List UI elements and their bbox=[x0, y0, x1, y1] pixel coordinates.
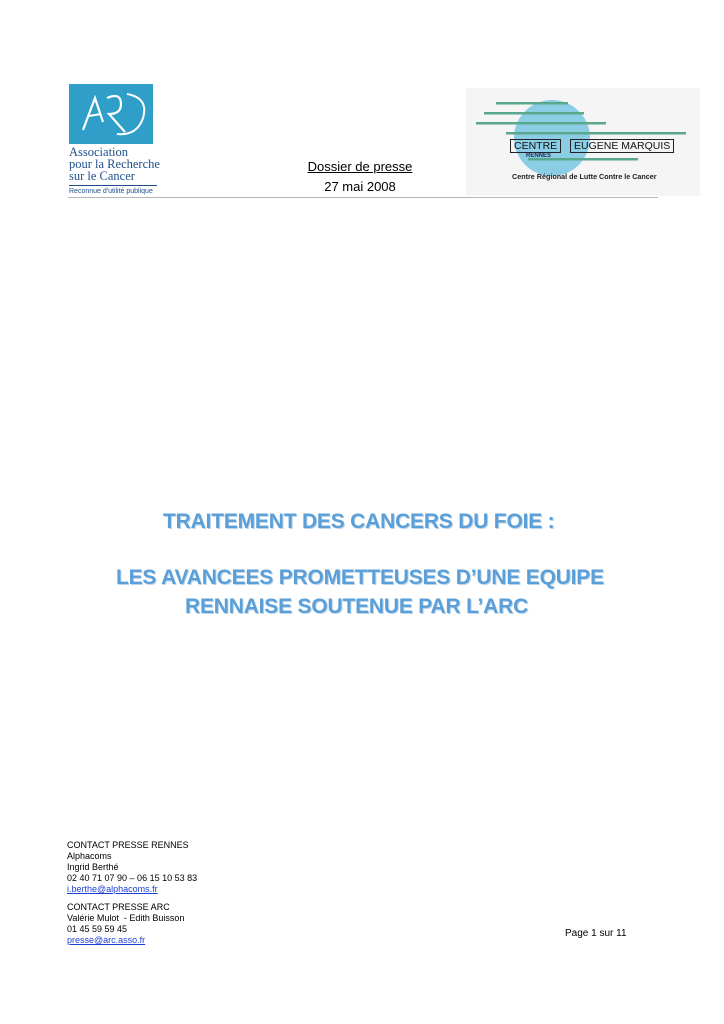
arc-logo-line2: pour la Recherche bbox=[69, 157, 160, 171]
contact-rennes-agency: Alphacoms bbox=[67, 851, 112, 861]
arc-logo-rule bbox=[69, 185, 157, 186]
arc-logo-tagline: Reconnue d'utilité publique bbox=[69, 188, 153, 195]
dossier-title: Dossier de presse bbox=[307, 159, 413, 174]
arc-logo bbox=[69, 84, 165, 200]
cem-logo-right-word: EUGENE MARQUIS bbox=[570, 139, 674, 153]
contact-rennes-heading: CONTACT PRESSE RENNES bbox=[67, 840, 189, 850]
headline-line1: TRAITEMENT DES CANCERS DU FOIE : bbox=[163, 510, 555, 533]
contact-rennes-name: Ingrid Berthé bbox=[67, 862, 119, 872]
headline-line3: RENNAISE SOUTENUE PAR L’ARC bbox=[185, 595, 529, 618]
contact-block-arc bbox=[67, 902, 184, 946]
arc-logo-line3: sur le Cancer bbox=[69, 169, 135, 183]
contact-arc-phone: 01 45 59 59 45 bbox=[67, 924, 128, 934]
headline-line2: LES AVANCEES PROMETTEUSES D’UNE EQUIPE bbox=[116, 566, 604, 589]
contact-arc-heading: CONTACT PRESSE ARC bbox=[67, 902, 170, 912]
arc-monogram-icon bbox=[69, 84, 153, 144]
cem-logo-city: RENNES bbox=[526, 153, 552, 159]
dossier-date: 27 mai 2008 bbox=[324, 179, 396, 194]
page-number: Page 1 sur 11 bbox=[565, 928, 627, 939]
cem-logo bbox=[466, 88, 700, 196]
contact-rennes-phones: 02 40 71 07 90 – 06 15 10 53 83 bbox=[67, 873, 198, 883]
cem-logo-subtitle: Centre Régional de Lutte Contre le Cancer bbox=[512, 172, 657, 181]
contact-arc-names: Valérie Mulot - Edith Buisson bbox=[67, 913, 185, 923]
arc-logo-line1: Association bbox=[69, 145, 129, 159]
contact-arc-email-link[interactable]: presse@arc.asso.fr bbox=[67, 935, 146, 945]
cem-logo-left-word: CENTRE bbox=[510, 139, 561, 153]
arc-logo-mark bbox=[69, 84, 153, 144]
contact-block-rennes bbox=[67, 840, 197, 895]
contact-rennes-email-link[interactable]: i.berthe@alphacoms.fr bbox=[67, 884, 158, 894]
header-divider bbox=[68, 197, 658, 198]
